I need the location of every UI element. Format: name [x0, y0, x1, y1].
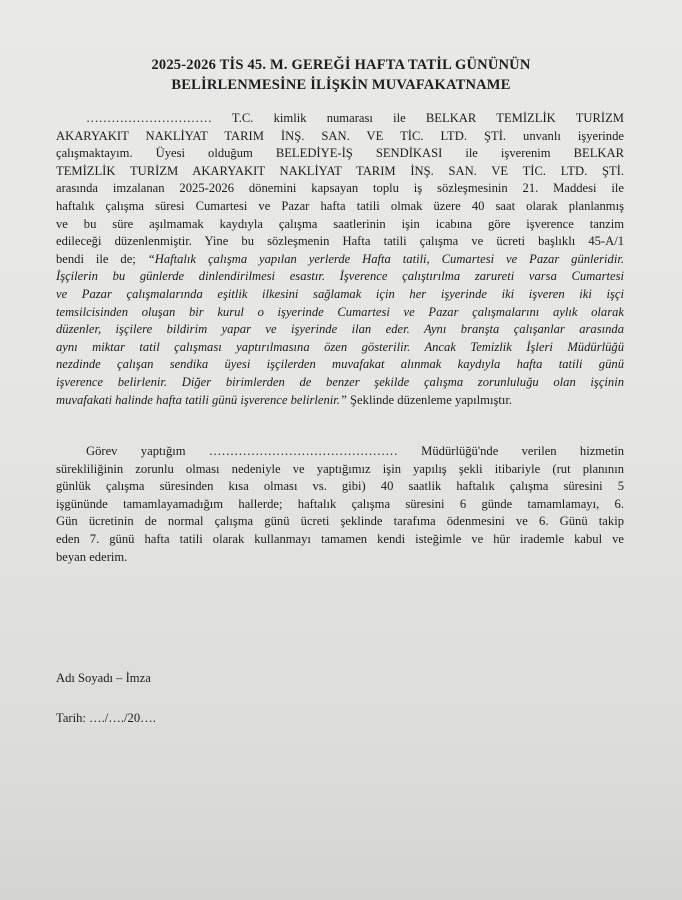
paragraph-line-suffix: Şeklinde düzenleme yapılmıştır. [346, 392, 512, 407]
paragraph-line: işgününde tamamlayamadığım hallerde; haftalık çalışma süresini 6 günde tamamlamayı, 6. [56, 496, 624, 511]
paragraph-line: arasında imzalanan 2025-2026 dönemini kapsayan toplu iş sözleşmesinin 21. Maddesi ile [56, 181, 624, 196]
paragraph-line: çalışmaktayım. Üyesi olduğum BELEDİYE-İŞ SENDİKASI ile işverenim BELKAR [56, 146, 624, 161]
paragraph-line: sürekliliğinin zorunlu olması nedeniyle ve yaptığımız işin yapılış şekli itibariyle (rut planının [56, 461, 624, 476]
date-label: Tarih: …./…./20…. [56, 711, 156, 725]
quoted-article-end: muvafakati halinde hafta tatili günü işverence belirlenir.” [56, 392, 347, 407]
paragraph-line: beyan ederim. [56, 549, 128, 564]
paragraph-line [56, 251, 624, 269]
consent-paragraph-1 [56, 110, 624, 409]
paragraph-line-prefix: bendi ile de; [56, 251, 148, 266]
paragraph-line: haftalık çalışma süresi Cumartesi ve Pazar hafta tatili olmak üzere 40 saat olarak planlanmış [56, 198, 624, 213]
paragraph-line: Gün ücretinin de normal çalışma günü ücreti şeklinde tarafıma ödenmesini ve 6. Günü takip [56, 514, 624, 529]
consent-paragraph-2 [56, 443, 624, 566]
quoted-article-line: aynı miktar tatil çalışması yaptırılmasına özen gösterilir. Ancak Temizlik İşleri Müdürlüğü [56, 339, 624, 354]
paragraph-line: TEMİZLİK TURİZM AKARYAKIT NAKLİYAT TARIM İNŞ. SAN. VE TİC. LTD. ŞTİ. [56, 163, 624, 178]
paragraph-line: edileceği düzenlenmiştir. Yine bu sözleşmenin Hafta tatili çalışma ve ücreti başlıklı 45-A/1 [56, 234, 624, 249]
document-title-line-1: 2025-2026 TİS 45. M. GEREĞİ HAFTA TATİL GÜNÜNÜN [151, 57, 531, 73]
quoted-article-text: “Haftalık çalışma yapılan yerlerde Hafta tatili, Cumartesi ve Pazar günleridir. [147, 251, 624, 266]
paragraph-line: eden 7. günü hafta tatili olarak kullanmayı tamamen kendi isteğimle ve hür irademle kabul ve [56, 531, 624, 546]
paragraph-line: AKARYAKIT NAKLİYAT TARIM İNŞ. SAN. VE TİC. LTD. ŞTİ. unvanlı işyerinde [56, 128, 624, 143]
quoted-article-line: nezdinde çalışan sendika üyesi işçilerden muvafakat alınmak kaydıyla hafta tatili günü [56, 357, 624, 372]
quoted-article-line: ve Pazar çalışmalarında eşitlik ilkesini sağlamak için her işyerinde iki işveren iki işçi [56, 286, 624, 301]
paragraph-line: ………………………… T.C. kimlik numarası ile BELKAR TEMİZLİK TURİZM [86, 111, 624, 125]
paragraph-line: ve bu süre aşılmamak kaydıyla çalışma saatlerinin işin icabına göre işverence tanzim [56, 216, 624, 231]
paragraph-line: Görev yaptığım ……………………………………… Müdürlüğü'nde verilen hizmetin [86, 444, 624, 458]
quoted-article-line: işverence belirlenir. Diğer birimlerden de benzer şekilde çalışma zorunluluğu olan işçinin [56, 374, 624, 389]
paragraph-line: günlük çalışma süresinden kısa olması vs. gibi) 40 saatlik haftalık çalışma süresini 5 [56, 479, 624, 494]
quoted-article-line: düzenler, işçilere bildirim yapar ve işyerinde ilan eder. Aynı branşta çalışanlar arasında [56, 322, 624, 337]
document-title-line-2: BELİRLENMESİNE İLİŞKİN MUVAFAKATNAME [171, 77, 511, 93]
quoted-article-line: temsilcisinden oluşan bir kurul o işyerinde Cumartesi ve Pazar çalışmalarını aylık olarak [56, 304, 624, 319]
signature-label: Adı Soyadı – İmza [56, 671, 151, 685]
paragraph-line [56, 392, 624, 410]
quoted-article-line: İşçilerin bu günlerde dinlendirilmesi esastır. İşverence çalıştırılma zarureti varsa Cumartesi [56, 269, 624, 284]
